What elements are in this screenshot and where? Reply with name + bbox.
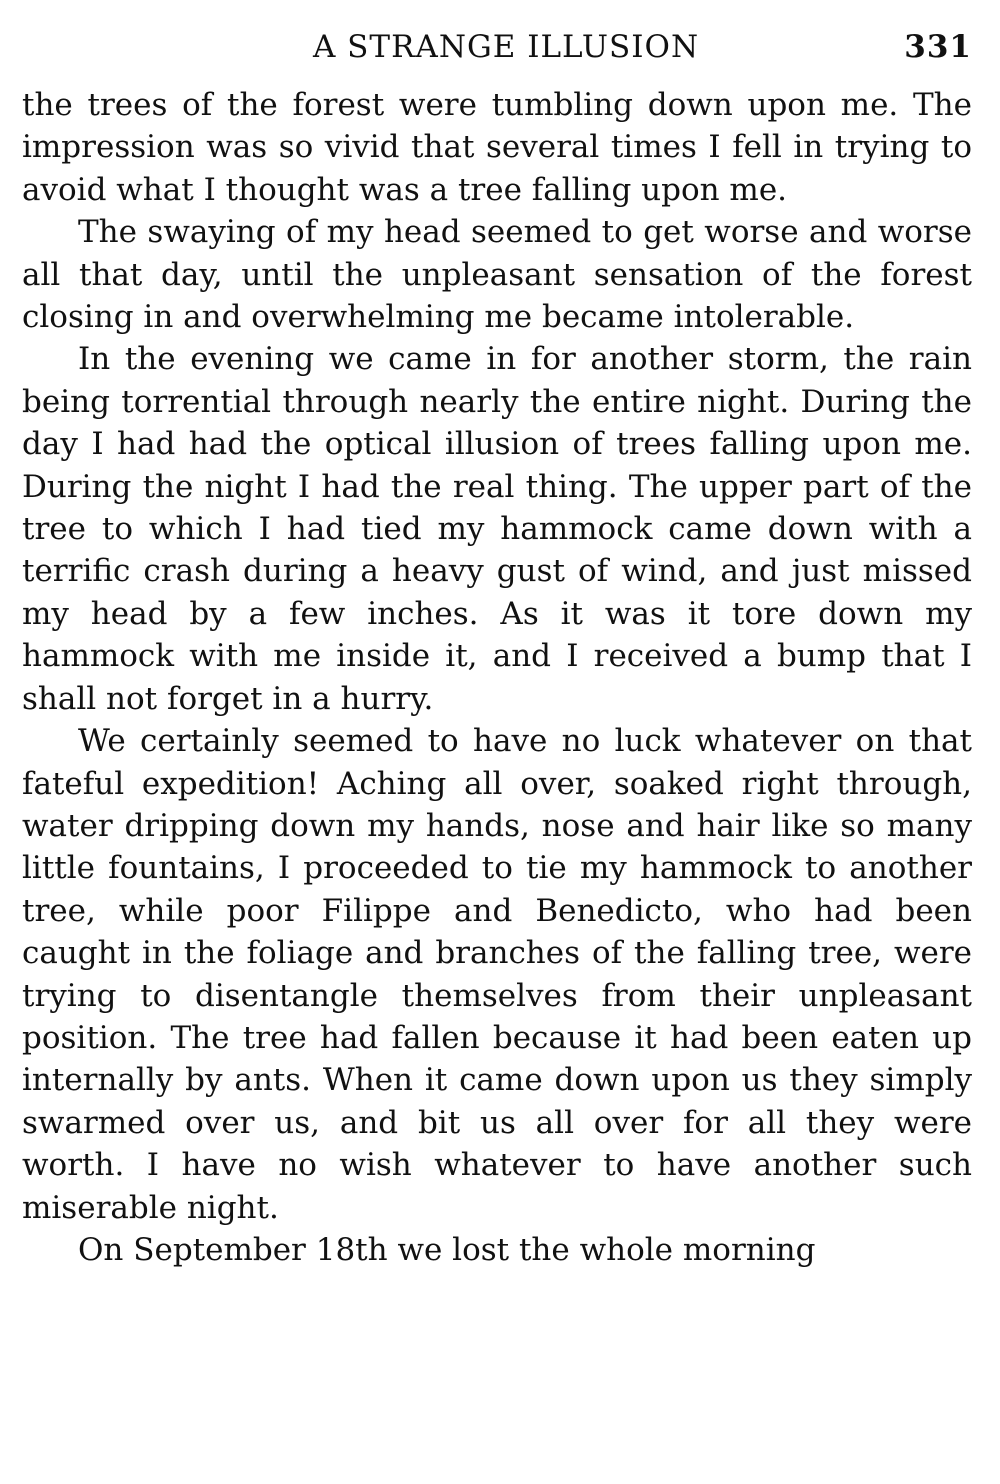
paragraph: In the evening we came in for another storm, the rain being torrential through nearly the entire night. During the day I had had the optical illusion of trees falling upon me. During the night I had the real thing. The upper part of the tree to which I had tied my hammock came down with a terrific crash during a heavy gust of wind, and just missed my head by a few inches. As it was it tore down my hammock with me inside it, and I received a bump that I shall not forget in a hurry.: [22, 341, 972, 717]
body-text: [22, 84, 972, 1271]
paragraph: We certainly seemed to have no luck whatever on that fateful expedition! Aching all over, soaked right through, water dripping down my hands, nose and hair like so many little fountains, I proceeded to tie my hammock to another tree, while poor Filippe and Benedicto, who had been caught in the foliage and branches of the falling tree, were trying to disentangle themselves from their unpleasant position. The tree had fallen because it had been eaten up internally by ants. When it came down upon us they simply swarmed over us, and bit us all over for all they were worth. I have no wish whatever to have another such miserable night.: [22, 723, 972, 1226]
running-title: A STRANGE ILLUSION: [312, 29, 700, 65]
paragraph-continued: the trees of the forest were tumbling down upon me. The impression was so vivid that several times I fell in trying to avoid what I thought was a tree falling upon me.: [22, 87, 972, 208]
running-head: [22, 22, 972, 84]
paragraph: The swaying of my head seemed to get worse and worse all that day, until the unpleasant sensation of the forest closing in and overwhelming me became intolerable.: [22, 214, 972, 336]
page-number: 331: [904, 29, 972, 65]
paragraph: On September 18th we lost the whole morning: [78, 1231, 816, 1268]
